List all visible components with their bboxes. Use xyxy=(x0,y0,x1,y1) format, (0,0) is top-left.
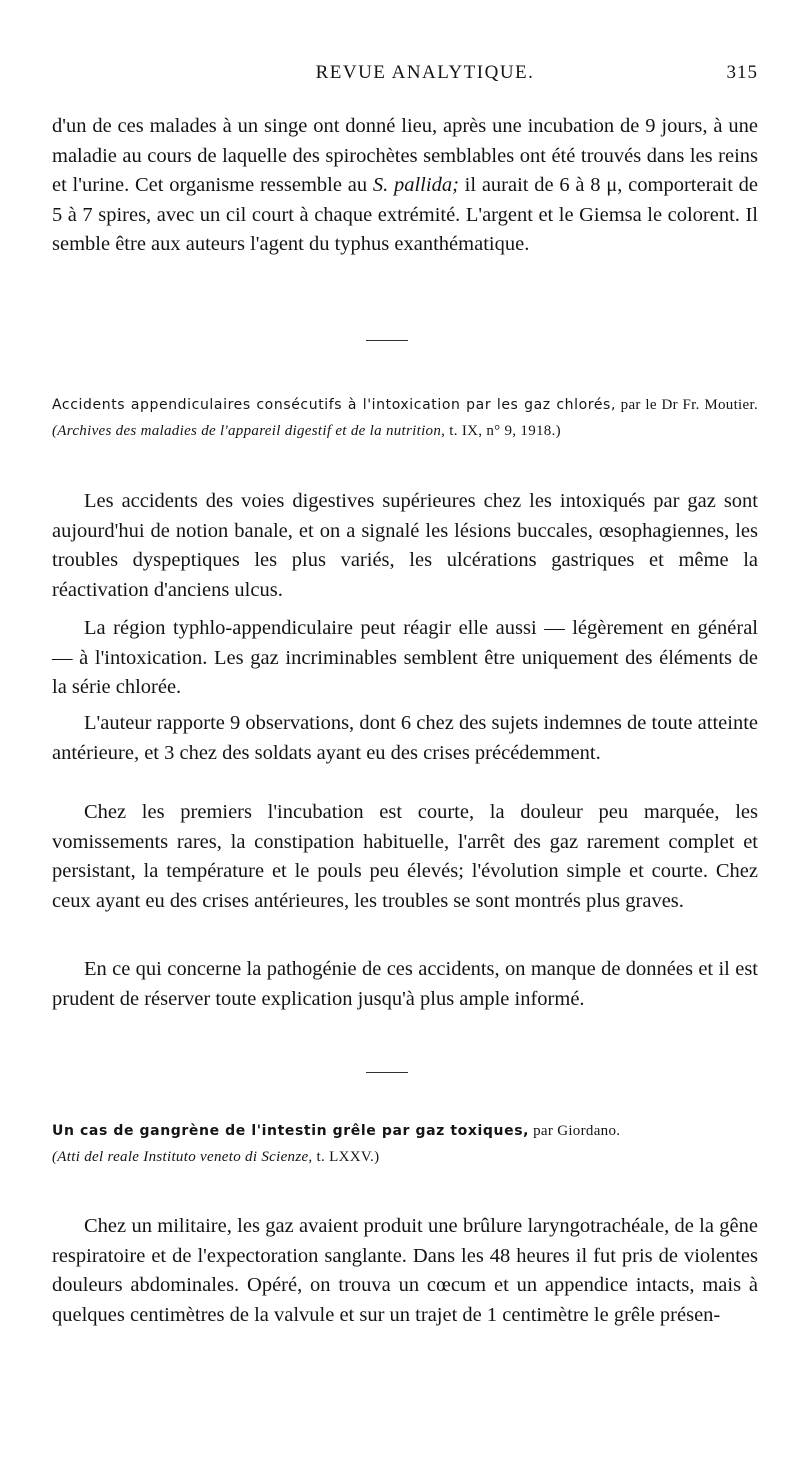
continuation-paragraph xyxy=(52,112,758,260)
article-1-source-tail: t. IX, n° 9, 1918.) xyxy=(445,423,561,439)
article-1-source: (Archives des maladies de l'appareil digestif et de la nutrition, xyxy=(52,423,446,439)
section-divider-1 xyxy=(366,340,408,341)
article-2-paragraph-1: Chez un militaire, les gaz avaient produit une brûlure laryngotrachéale, de la gêne respiratoire et de l'expectoration sanglante. Dans les 48 heures il fut pris de violentes douleurs abdominales. Opéré, on trouva un cœcum et un appendice intacts, mais à quelques centimètres de la valvule et sur un trajet de 1 centimètre le grêle présen- xyxy=(52,1215,758,1326)
continuation-text-1: d'un de ces malades à un singe ont donné lieu, après une incubation de 9 jours, à une maladie au cours de laquelle des spirochètes semblables ont été trouvés dans les reins et l'urine. Cet organisme ressemble au xyxy=(52,115,758,196)
continuation-italic-term: S. pallida; xyxy=(372,174,459,196)
article-1-paragraph-3: L'auteur rapporte 9 observations, dont 6 chez des sujets indemnes de toute atteinte antérieure, et 3 chez des soldats ayant eu des crises précédemment. xyxy=(52,712,758,764)
article-2-source-tail: t. LXXV.) xyxy=(312,1149,380,1165)
article-1-paragraph-2: La région typhlo-appendiculaire peut réagir elle aussi — légèrement en général — à l'intoxication. Les gaz incriminables semblent être uniquement des éléments de la série chlorée. xyxy=(52,617,758,698)
running-title: REVUE ANALYTIQUE. xyxy=(315,62,535,83)
running-head xyxy=(52,62,758,90)
article-1-paragraph-5: En ce qui concerne la pathogénie de ces accidents, on manque de données et il est prudent de réserver toute explication jusqu'à plus ample informé. xyxy=(52,958,758,1010)
article-1-heading xyxy=(52,392,758,444)
article-2-heading xyxy=(52,1118,758,1170)
article-1-paragraph-1: Les accidents des voies digestives supérieures chez les intoxiqués par gaz sont aujourd'hui de notion banale, et on a signalé les lésions buccales, œsophagiennes, les troubles dyspeptiques les plus variés, les ulcérations gastriques et même la réactivation d'anciens ulcus. xyxy=(52,490,758,601)
article-1-title: Accidents appendiculaires consécutifs à l'intoxication par les gaz chlorés, xyxy=(52,397,616,413)
continuation-text-2: il aurait de 6 à 8 μ, comporterait de 5 à 7 spires, avec un cil court à chaque extrémité. L'argent et le Giemsa le colorent. Il semble être aux auteurs l'agent du typhus exanthématique. xyxy=(52,174,758,255)
page-number: 315 xyxy=(726,62,758,83)
article-1-paragraph-4: Chez les premiers l'incubation est courte, la douleur peu marquée, les vomissements rares, la constipation habituelle, l'arrêt des gaz rarement complet et persistant, la température et le pouls peu élevés; l'évolution simple et courte. Chez ceux ayant eu des crises antérieures, les troubles se sont montrés plus graves. xyxy=(52,801,758,912)
article-2-source: (Atti del reale Instituto veneto di Scienze, xyxy=(52,1149,313,1165)
article-2-title: Un cas de gangrène de l'intestin grêle par gaz toxiques, xyxy=(52,1123,530,1139)
section-divider-2 xyxy=(366,1072,408,1073)
article-2-author: par Giordano. xyxy=(529,1123,621,1139)
article-1-author: par le Dr Fr. Moutier. xyxy=(616,397,759,413)
